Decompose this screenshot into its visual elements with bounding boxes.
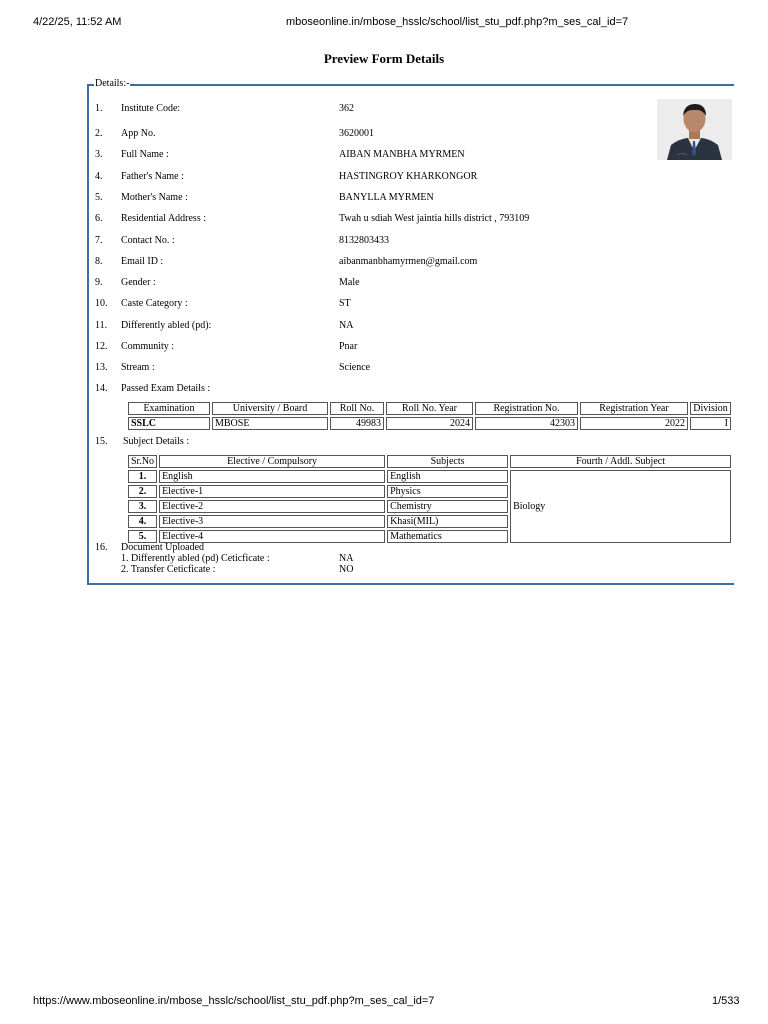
page-title: Preview Form Details	[323, 51, 445, 66]
field-number: 15.	[95, 436, 108, 447]
field-number: 6.	[95, 213, 103, 224]
table-header: Registration Year	[580, 402, 688, 415]
field-label: Residential Address :	[121, 213, 206, 224]
table-header: Roll No. Year	[386, 402, 473, 415]
field-value: AIBAN MANBHA MYRMEN	[339, 149, 465, 160]
table-cell: Elective-2	[159, 500, 385, 513]
field-value: ST	[339, 298, 351, 309]
table-cell: Elective-1	[159, 485, 385, 498]
table-header: Sr.No	[128, 455, 157, 468]
table-cell: Chemistry	[387, 500, 508, 513]
table-header: Fourth / Addl. Subject	[510, 455, 731, 468]
field-number: 4.	[95, 171, 103, 182]
field-number: 9.	[95, 277, 103, 288]
field-number: 12.	[95, 341, 108, 352]
field-value: aibanmanbhamyrmen@gmail.com	[339, 256, 478, 267]
table-header: Division	[690, 402, 731, 415]
table-cell: 2022	[580, 417, 688, 430]
field-number: 3.	[95, 149, 103, 160]
field-label: Father's Name :	[121, 171, 184, 182]
field-number: 2.	[95, 128, 103, 139]
table-header: Registration No.	[475, 402, 578, 415]
subject-details-table	[126, 453, 732, 545]
table-cell: 3.	[128, 500, 157, 513]
field-label: Institute Code:	[121, 103, 181, 114]
table-cell: 1.	[128, 470, 157, 483]
field-label: Community :	[121, 341, 175, 352]
table-cell: SSLC	[128, 417, 210, 430]
table-cell: 2024	[386, 417, 473, 430]
table-cell: English	[387, 470, 508, 483]
table-cell: 4.	[128, 515, 157, 528]
table-cell: Khasi(MIL)	[387, 515, 508, 528]
field-label: Stream :	[121, 362, 155, 373]
table-cell: Physics	[387, 485, 508, 498]
field-label: Differently abled (pd):	[121, 320, 212, 331]
field-label: Mother's Name :	[121, 192, 188, 203]
table-header: University / Board	[212, 402, 328, 415]
field-value: Twah u sdiah West jaintia hills district , 793109	[339, 213, 530, 224]
field-value: 8132803433	[339, 235, 389, 246]
field-label: Full Name :	[121, 149, 169, 160]
field-label: Subject Details :	[123, 436, 190, 447]
field-number: 13.	[95, 362, 108, 373]
table-header-row	[128, 455, 731, 468]
field-label: Gender :	[121, 277, 156, 288]
table-header-row	[128, 402, 731, 415]
field-value: Pnar	[339, 341, 358, 352]
print-datetime: 4/22/25, 11:52 AM	[33, 16, 122, 28]
field-value: HASTINGROY KHARKONGOR	[339, 171, 478, 182]
field-number: 10.	[95, 298, 108, 309]
field-value: Male	[339, 277, 360, 288]
field-value: 362	[339, 103, 354, 114]
field-label: Email ID :	[121, 256, 164, 267]
table-cell: Elective-3	[159, 515, 385, 528]
field-label: Caste Category :	[121, 298, 188, 309]
document-item-value: NO	[339, 564, 354, 575]
field-label: Passed Exam Details :	[121, 383, 211, 394]
field-value: BANYLLA MYRMEN	[339, 192, 434, 203]
table-cell: 49983	[330, 417, 384, 430]
field-number: 1.	[95, 103, 103, 114]
field-label: App No.	[121, 128, 156, 139]
passed-exam-table	[126, 400, 732, 432]
document-item-value: NA	[339, 553, 354, 564]
table-cell: 42303	[475, 417, 578, 430]
table-row	[128, 470, 731, 483]
document-item-label: 2. Transfer Ceticficate :	[121, 564, 216, 575]
field-label: Contact No. :	[121, 235, 175, 246]
documents-label: Document Uploaded	[121, 542, 205, 553]
field-value: 3620001	[339, 128, 374, 139]
field-number: 7.	[95, 235, 103, 246]
table-cell: Mathematics	[387, 530, 508, 543]
table-cell: English	[159, 470, 385, 483]
page-number: 1/533	[712, 995, 740, 1007]
field-number: 11.	[95, 320, 108, 331]
table-cell: 5.	[128, 530, 157, 543]
field-number: 14.	[95, 383, 108, 394]
table-cell: I	[690, 417, 731, 430]
table-cell: MBOSE	[212, 417, 328, 430]
document-item-label: 1. Differently abled (pd) Ceticficate :	[121, 553, 270, 564]
field-value: Science	[339, 362, 371, 373]
table-row	[128, 417, 731, 430]
table-header: Elective / Compulsory	[159, 455, 385, 468]
field-number: 8.	[95, 256, 103, 267]
field-value: NA	[339, 320, 354, 331]
fourth-subject-cell: Biology	[510, 470, 731, 543]
footer-url: https://www.mboseonline.in/mbose_hsslc/school/list_stu_pdf.php?m_ses_cal_id=7	[33, 995, 435, 1007]
details-legend: Details:-	[95, 78, 130, 89]
table-header: Subjects	[387, 455, 508, 468]
field-number: 5.	[95, 192, 103, 203]
table-cell: Elective-4	[159, 530, 385, 543]
table-cell: 2.	[128, 485, 157, 498]
field-number: 16.	[95, 542, 108, 553]
table-header: Roll No.	[330, 402, 384, 415]
print-url: mboseonline.in/mbose_hsslc/school/list_stu_pdf.php?m_ses_cal_id=7	[286, 16, 629, 28]
table-header: Examination	[128, 402, 210, 415]
